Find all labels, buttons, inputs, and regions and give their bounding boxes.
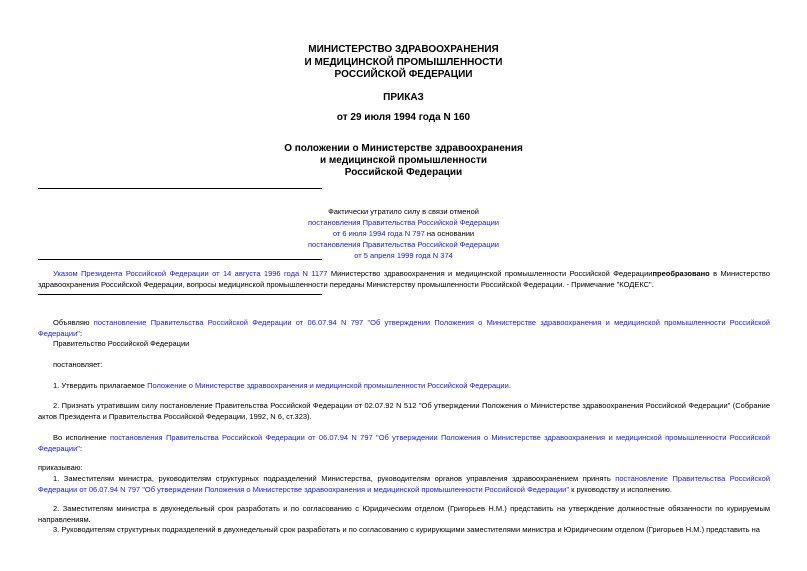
paragraph-government: Правительство Российской Федерации xyxy=(53,339,190,348)
resolution-link[interactable]: постановления Правительства Российской Федерации от 06.07.94 N 797 "Об утверждении Положения о Министерстве здравоохранения и медицинской промышленности Российской Федерации" xyxy=(38,433,770,453)
editor-note xyxy=(38,268,770,290)
paragraph-text: Во исполнение xyxy=(53,433,111,442)
paragraph-order-1 xyxy=(38,473,770,495)
paragraph-resolves: постановляет: xyxy=(53,360,103,369)
ministry-line-1: МИНИСТЕРСТВО ЗДРАВООХРАНЕНИЯ xyxy=(308,44,499,55)
ministry-line-2: И МЕДИЦИНСКОЙ ПРОМЫШЛЕННОСТИ xyxy=(304,56,503,68)
paragraph-text: 1. Заместителям министра, руководителям структурных подразделений Министерства, руководителям органов управления здравоохранением принять xyxy=(53,474,616,483)
editor-note-bold: преобразовано xyxy=(652,269,710,278)
document-date-number: от 29 июля 1994 года N 160 xyxy=(336,112,471,123)
status-note-link-3[interactable]: постановления Правительства Российской Федерации xyxy=(307,240,499,249)
paragraph-text: к руководству и исполнению. xyxy=(569,485,672,494)
status-note-text: на основании xyxy=(424,229,475,238)
resolution-link[interactable]: постановление Правительства Российской Федерации от 06.07.94 N 797 "Об утверждении Положения о Министерстве здравоохранения и медицинской промышленности Российской Федерации" xyxy=(38,318,771,338)
separator-line xyxy=(38,294,322,295)
title-line-3: Российской Федерации xyxy=(344,167,463,178)
status-note-line-1: Фактически утратило силу в связи отменой xyxy=(328,207,479,216)
title-line-1: О положении о Министерстве здравоохранения xyxy=(284,143,523,154)
status-note-link-1[interactable]: постановления Правительства Российской Федерации xyxy=(307,218,499,227)
document-title xyxy=(0,143,807,179)
status-note-link-2[interactable]: от 6 июля 1994 года N 797 xyxy=(332,229,425,238)
separator-line xyxy=(38,259,322,260)
paragraph-text: : xyxy=(79,329,83,338)
regulation-link[interactable]: Положение о Министерстве здравоохранения и медицинской промышленности Российской Федерации xyxy=(147,381,509,390)
paragraph-item-2: 2. Признать утратившим силу постановление Правительства Российской Федерации от 02.07.92 N 512 "Об утверждении Положения о Министерстве здравоохранения Российской Федерации" (Собрание актов Президента и Правительства Российской Федерации, 1992, N 6, ст.323). xyxy=(38,401,770,421)
paragraph-text: Объявляю xyxy=(53,318,94,327)
title-line-2: и медицинской промышленности xyxy=(319,155,488,166)
paragraph-order: приказываю: xyxy=(38,463,83,472)
paragraph-order-2: 2. Заместителям министра в двухнедельный срок разработать и по согласованию с Юридическим отделом (Григорьев Н.М.) представить на утверждение должностные обязанности по курируемым направлениям. xyxy=(38,504,770,524)
paragraph-text: 1. Утвердить прилагаемое xyxy=(53,381,148,390)
editor-note-text-2: в Министерство здравоохранения Российской Федерации, вопросы медицинской промышленности переданы Министерству промышленности Российской Федерации. - Примечание "КОДЕКС". xyxy=(38,269,770,289)
paragraph-execution xyxy=(38,432,770,454)
status-note xyxy=(0,206,807,261)
status-note-link-4[interactable]: от 5 апреля 1999 года N 374 xyxy=(354,251,453,260)
paragraph-text: . xyxy=(508,381,511,390)
paragraph-order-3: 3. Руководителям структурных подразделений в двухнедельный срок разработать и по согласованию с курирующими заместителями министра и Юридическим отделом (Григорьев Н.М.) представить на xyxy=(53,525,760,534)
editor-note-text-1: Министерство здравоохранения и медицинской промышленности Российской Федерации xyxy=(327,269,653,278)
paragraph-text: : xyxy=(79,444,83,453)
document-type: ПРИКАЗ xyxy=(383,92,424,103)
editor-note-link[interactable]: Указом Президента Российской Федерации от 14 августа 1996 года N 1177 xyxy=(53,269,328,278)
ministry-line-3: РОССИЙСКОЙ ФЕДЕРАЦИИ xyxy=(334,69,473,80)
resolution-link[interactable]: постановление Правительства Российской Федерации от 06.07.94 N 797 "Об утверждении Положения о Министерстве здравоохранения и медицинской промышленности Российской Федерации" xyxy=(38,474,771,494)
paragraph-item-1 xyxy=(38,380,770,391)
paragraph-announce xyxy=(38,317,770,339)
separator-line xyxy=(38,188,322,189)
ministry-header xyxy=(0,44,807,82)
